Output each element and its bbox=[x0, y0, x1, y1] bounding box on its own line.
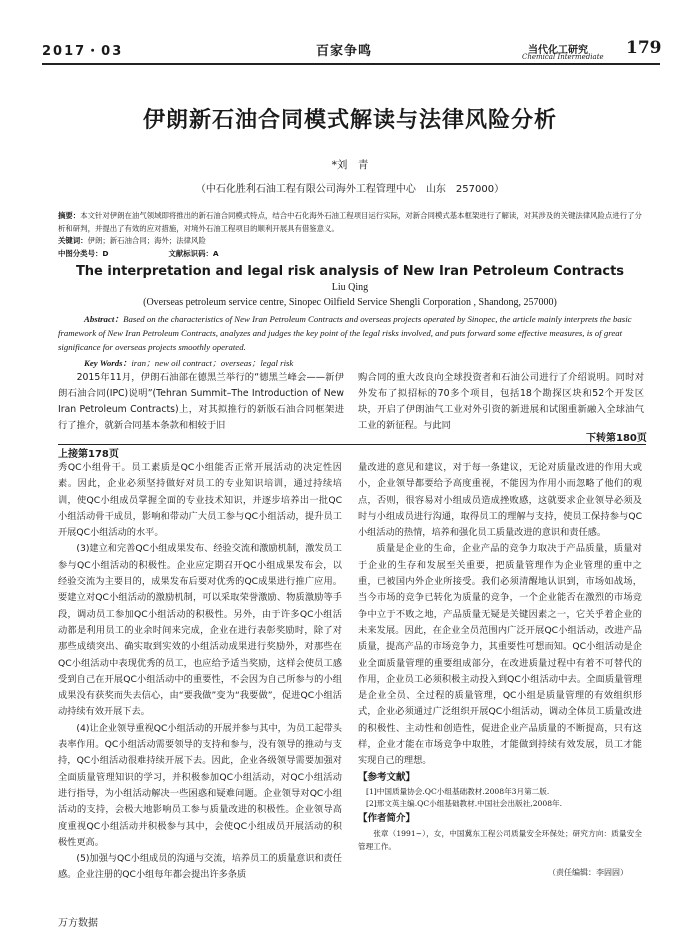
author-en: Liu Qing bbox=[331, 282, 369, 293]
doc-code: A bbox=[212, 248, 219, 258]
continued-from-label: 上接第178页 bbox=[58, 449, 119, 460]
intro-left-column: 2015年11月，伊朗石油部在德黑兰举行的“德黑兰峰会——新伊朗石油合同(IPC)说明”(Tehran Summit–The Introduction of New Iran Petroleum Contracts)上，对其拟推行的新版石油合同框架进行了推介，就新合同基本条款和相较于旧 bbox=[58, 372, 344, 431]
paragraph: (3)建立和完善QC小组成果发布、经验交流和激励机制，激发员工参与QC小组活动的积极性。企业应定期召开QC小组成果发布会，以经验交流为主要目的，成果发布后要对优秀的QC成果进行推广应用。要建立对QC小组活动的激励机制，可以采取荣誉激励、物质激励等手段，调动员工参加QC小组活动的积极性。另外，由于许多QC小组活动都是利用员工的业余时间来完成，企业在进行表彰奖励时，除了对那些成绩突出、确实取到实效的小组活动成果进行奖励外，对那些在QC小组活动中表现优秀的员工，也应给予适当奖励，这样会使员工感受到自己在开展QC小组活动中的重要性，不会因为自己所参与的小组成果没有获奖而失去信心，由“要我做”变为“我要做”，促进QC小组活动持续有效开展下去。 bbox=[58, 543, 342, 718]
keywords-en-label: Key Words bbox=[84, 358, 123, 368]
abstract-cn-block bbox=[58, 210, 646, 260]
abstract-en-label: Abstract bbox=[84, 314, 115, 324]
column-title: 百家争鸣 bbox=[316, 44, 373, 59]
references-heading: 【参考文献】 bbox=[358, 771, 416, 783]
paragraph: (4)让企业领导重视QC小组活动的开展并参与其中，为员工起带头表率作用。QC小组活动需要领导的支持和参与，没有领导的推动与支持，QC小组活动很难持续开展下去。因此，企业各级领导需要加强对全面质量管理知识的学习，并积极参加QC小组活动，对QC小组活动进行指导，为小组活动解决一些困惑和疑难问题。企业领导对QC小组活动的支持，会极大地影响员工参与质量改进的积极性。企业领导高度重视QC小组活动并积极参与其中，会使QC小组成员开展活动的积极性更高。 bbox=[58, 722, 342, 848]
abstract-cn: 摘要：本文针对伊朗在油气领域即将推出的新石油合同模式特点，结合中石化海外石油工程项目运行实际，对新合同模式基本框架进行了解读，对其涉及的关键法律风险点进行了分析和研判，并提出了有效的应对措施，对境外石油工程项目的顺利开展具有借鉴意义。 bbox=[58, 211, 642, 233]
clc-code: D bbox=[102, 248, 109, 258]
abstract-cn-label: 摘要： bbox=[58, 211, 81, 220]
affiliation-en: (Overseas petroleum service centre, Sinopec Oilfield Service Shengli Corporation , Shandong, 257000) bbox=[143, 297, 557, 308]
magazine-name-cn: 当代化工研究 bbox=[528, 45, 588, 56]
article-title-en: The interpretation and legal risk analysis of New Iran Petroleum Contracts bbox=[75, 264, 625, 279]
continued-to-label: 下转第180页 bbox=[586, 433, 647, 444]
abstract-en: Abstract：Based on the characteristics of New Iran Petroleum Contracts and overseas projects operated by Sinopec, the article mainly interprets the basic framework of New Iran Petroleum Contracts, analyzes and judges the key point of the legal risks involved, and puts forward some effective measures, is of great significance for overseas projects smoothly operated. bbox=[58, 314, 632, 352]
editor-note: （责任编辑：李固固） bbox=[548, 868, 628, 877]
reference-item: [1]中国质量协会.QC小组基础教材.2008年3月第二版. bbox=[366, 786, 550, 796]
paragraph: (5)加强与QC小组成员的沟通与交流，培养员工的质量意识和责任感。企业注册的QC小组每年都会提出许多条质 bbox=[58, 853, 342, 881]
paragraph: 秀QC小组骨干。员工素质是QC小组能否正常开展活动的决定性因素。因此，企业必须坚持做好对员工的专业知识培训，通过持续培训，使QC小组成员掌握全面的专业技术知识，并逐步培养出一批QC小组活动骨干成员，影响和带动广大员工参与QC小组活动，提升员工开展QC小组活动的水平。 bbox=[58, 462, 342, 539]
author-cn: *刘 青 bbox=[331, 159, 369, 171]
keywords-en: Key Words：iran；new oil contract；overseas；legal risk bbox=[84, 358, 294, 368]
section-divider bbox=[58, 444, 646, 445]
header-divider bbox=[42, 63, 660, 65]
intro-right-column: 购合同的重大改良向全球投资者和石油公司进行了介绍说明。同时对外发布了拟招标的70多个项目，包括18个勘探区块和52个开发区块，开启了伊朗油气工业对外引资的新进展和试图重新融入全球油气工业的新征程。与此同 bbox=[358, 372, 644, 431]
magazine-name-en: Chemical Intermediate bbox=[522, 53, 604, 61]
author-intro-heading: 【作者简介】 bbox=[358, 812, 416, 824]
keywords-cn: 关键词：伊朗；新石油合同；海外；法律风险 bbox=[58, 236, 206, 245]
paragraph: 量改进的意见和建议，对于每一条建议，无论对质量改进的作用大或小，企业领导都要给予高度重视，不能因为作用小而忽略了他们的观点，否则，很容易对小组成员造成挫败感，这就要求企业领导必须及时与小组成员进行沟通，取得员工的理解与支持，使员工保持参与QC小组活动的热情，培养和强化员工质量改进的意识和责任感。 bbox=[358, 462, 642, 539]
body-left-column bbox=[58, 460, 342, 884]
page-number: 179 bbox=[626, 38, 662, 58]
reference-item: [2]邢文英主编.QC小组基础教材.中国社会出版社,2008年. bbox=[366, 799, 563, 809]
body-right-column bbox=[358, 460, 642, 853]
keywords-cn-label: 关键词： bbox=[58, 236, 88, 245]
affiliation-cn: （中石化胜利石油工程有限公司海外工程管理中心 山东 257000） bbox=[195, 184, 505, 195]
footer-source: 万方数据 bbox=[58, 918, 98, 929]
paragraph: 质量是企业的生命，企业产品的竞争力取决于产品质量，质量对于企业的生存和发展至关重要，把质量管理作为企业管理的重中之重，已被国内外企业所接受。我们必须清醒地认识到，市场如战场，当今市场的竞争已转化为质量的竞争，一个企业能否在激烈的市场竞争中立于不败之地，产品质量无疑是关键因素之一，它关乎着企业的未来发展。因此，在企业全员范围内广泛开展QC小组活动，改进产品质量，提高产品的市场竞争力，其重要性可想而知。QC小组活动是企业全面质量管理的重要组成部分，在改进质量过程中有着不可替代的作用，企业员工必须积极主动投入到QC小组活动中去。全面质量管理是企业全员、全过程的质量管理，QC小组是质量管理的有效组织形式，企业必须通过广泛组织开展QC小组活动，调动全体员工质量改进的积极性、主动性和创造性，促进企业产品质量的不断提高，只有这样，企业才能在市场竞争中取胜，才能做到持续有效发展，员工才能实现自己的理想。 bbox=[358, 543, 642, 767]
issue-label: 2017・03 bbox=[42, 44, 124, 59]
author-intro: 张章（1991~），女，中国冀东工程公司质量安全环保处；研究方向：质量安全管理工作。 bbox=[358, 829, 642, 852]
classification-line: 中图分类号：D 文献标识码：A bbox=[58, 248, 219, 258]
article-title-cn: 伊朗新石油合同模式解读与法律风险分析 bbox=[142, 108, 557, 133]
